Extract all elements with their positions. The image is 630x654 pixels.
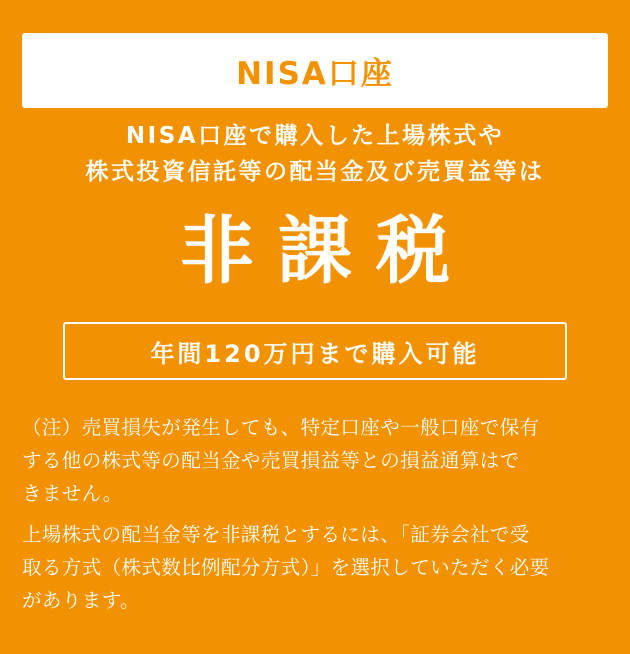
title-banner <box>22 33 608 108</box>
note-line-2: する他の株式等の配当金や売買損益等との損益通算はで <box>22 449 520 472</box>
lead-line-1: NISA口座で購入した上場株式や <box>125 123 505 149</box>
page-title: NISA口座 <box>236 56 394 92</box>
note-line-6: があります。 <box>22 589 140 612</box>
note-line-1: （注）売買損失が発生しても、特定口座や一般口座で保有 <box>22 416 540 439</box>
note-line-3: きません。 <box>22 482 123 505</box>
purchase-limit-text: 年間120万円まで購入可能 <box>150 339 480 368</box>
purchase-limit-box <box>63 322 567 380</box>
note-line-5: 取る方式（株式数比例配分方式）」を選択していただく必要 <box>22 556 550 579</box>
tax-exempt-headline: 非課税 <box>180 208 474 294</box>
note-line-4: 上場株式の配当金等を非課税とするには、「証券会社で受 <box>22 523 530 546</box>
lead-line-2: 株式投資信託等の配当金及び売買益等は <box>85 159 545 185</box>
